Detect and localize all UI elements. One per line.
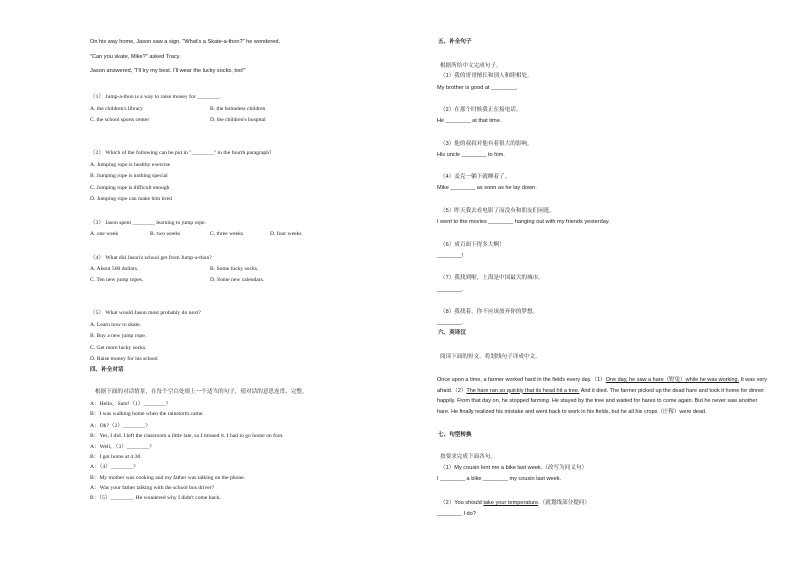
dialogue-line: A：Well，（3）________? [90, 444, 152, 450]
passage [437, 375, 770, 417]
chinese-prompt: （4）麦克一躺下就睡着了。 [440, 174, 511, 180]
option-d: D. Raise money for his school [90, 356, 158, 362]
question-stem: （3） Jason spent ________ learning to jump rope. [90, 220, 206, 226]
prompt-text: （2）You should [440, 500, 484, 506]
option-c: C. the school sports center [90, 117, 150, 123]
question-stem: （4） What did Jason's school get from Jump-a-thon? [90, 255, 212, 261]
section-heading: 六、英译汉 [438, 330, 466, 336]
story-line: "Can you skate, Mike?" asked Tracy. [90, 54, 181, 60]
underlined-phrase: take your temperature [483, 500, 539, 506]
option-c: C. three weeks [210, 231, 244, 237]
option-b: B. Jumping rope is nothing special [90, 173, 168, 179]
chinese-prompt: （7）我找到啦，上海是中国最大的城市。 [440, 275, 544, 281]
passage-text: Once upon a time, a farmer worked hard in the fields every day.（1） [437, 377, 606, 383]
question-stem: （5） What would Jason most probably do next? [90, 310, 201, 316]
dialogue-line: A：Oh?（2）________? [90, 423, 148, 429]
english-answer-line: ________! [437, 253, 464, 259]
underlined-sentence-1: One day, he saw a hare（野兔）while he was working. [605, 377, 740, 383]
option-c: C. Jumping rope is difficult enough [90, 185, 170, 191]
option-a: A. Jumping rope is healthy exercise [90, 162, 171, 168]
english-answer-line: His uncle ________ to him. [437, 152, 505, 158]
chinese-prompt: （8）我找着，你不应该放弃你的梦想。 [440, 309, 539, 315]
dialogue-line: B：（5）________. He wondered why I didn't come back. [90, 495, 221, 501]
question-prompt [440, 500, 590, 507]
question-stem: （1） Jump-a-thon is a way to raise money for ________. [90, 94, 221, 100]
option-d: D. Some new calendars. [210, 277, 265, 283]
option-c: C. Ten new jump ropes. [90, 277, 144, 283]
option-d: D. four weeks [270, 231, 302, 237]
chinese-prompt: （6）成百面下得多大啊！ [440, 242, 505, 248]
prompt-text: .（就划线部分提问） [538, 500, 590, 506]
question-stem: （2） Which of the following can be put in "________" in the fourth paragraph? [90, 150, 272, 156]
dialogue-line: B：I got home at 4:30. [90, 454, 142, 460]
option-b: B. two weeks [150, 231, 181, 237]
chinese-prompt: （2）在那个时候我正在接电话。 [440, 107, 522, 113]
passage-text: It was very afraid.（2） [437, 377, 767, 394]
dialogue-line: B：My mother was cooking and my father was talking on the phone. [90, 475, 246, 481]
option-d: D. Jumping rope can make him tired [90, 196, 172, 202]
passage-text: And it died. The farmer picked up the dead hare and took it home for dinner happily. From that day on, he stopped farming. He stayed by the tree and waited for hares to come again. But he never saw another hare. He finally realized his mistake and went back to work in his fields, but he all his crops（庄稼）were dead. [437, 387, 765, 415]
chinese-prompt: （5）昨天我去看电影了而没有和朋友们闲逛。 [440, 208, 555, 214]
option-a: A. one week [90, 231, 119, 237]
chinese-prompt: （1）我的哥哥擅长和别人和睦相处。 [440, 73, 533, 79]
dialogue-line: A：Was your father talking with the school bus driver? [90, 485, 215, 491]
question-prompt: （1）My cousin lent me a bike last week.（改写为同义句） [440, 465, 588, 471]
option-b: B. Some lucky socks. [210, 266, 259, 272]
english-answer-line: I went to the movies ________ hanging out with my friends yesterday. [437, 219, 610, 225]
english-answer-line: ________ I do? [437, 511, 476, 517]
option-b: B. Buy a new jump rope. [90, 333, 147, 339]
section-instruction: 根据所给中文完成句子。 [440, 63, 502, 69]
right-page [397, 0, 794, 562]
section-instruction: 根据下面的对话情景，在每个空白处填上一个适当的句子，使对话的意思连贯、完整。 [95, 389, 308, 395]
english-answer-line: ________. [437, 320, 464, 326]
dialogue-line: A：（4）________? [90, 464, 136, 470]
story-line: On his way home, Jason saw a sign. "What's a Skate-a-thon?" he wondered. [90, 39, 281, 45]
english-answer-line: He ________ at that time. [437, 118, 502, 124]
dialogue-line: B：Yes, I did. I left the classroom a little late, so I missed it. I had to go home on foot. [90, 433, 284, 439]
english-answer-line: ________. [437, 287, 464, 293]
story-line: Jason answered, "I'll try my best. I'll wear the lucky socks, too!" [90, 68, 246, 74]
section-instruction: 阅读下面的短文，将划线句子译成中文。 [440, 354, 541, 360]
option-a: A. Learn how to skate. [90, 322, 141, 328]
section-heading: 七、句型转换 [438, 432, 472, 438]
option-a: A. the children's library [90, 106, 143, 112]
section-heading: 五、补全句子 [438, 39, 472, 45]
dialogue-line: B：I was walking home when the rainstorm came. [90, 411, 204, 417]
section-instruction: 按要求完成下面各句。 [440, 454, 496, 460]
english-answer-line: I ________ a bike ________ my cousin last week. [437, 476, 562, 482]
underlined-sentence-2: The hare ran so quickly that its head hit a tree. [466, 387, 580, 394]
option-b: B. the homeless children [210, 106, 266, 112]
option-a: A. About 500 dollars. [90, 266, 139, 272]
section-heading: 四、补全对话 [90, 367, 124, 373]
option-c: C. Get more lucky socks. [90, 345, 147, 351]
chinese-prompt: （3）他的叔叔对他有着很大的影响。 [440, 141, 533, 147]
option-d: D. the children's hospital [210, 117, 266, 123]
english-answer-line: My brother is good at ________. [437, 85, 518, 91]
english-answer-line: Mike ________ as soon as he lay down. [437, 185, 537, 191]
dialogue-line: A：Hello，Sam!（1）________? [90, 401, 169, 407]
